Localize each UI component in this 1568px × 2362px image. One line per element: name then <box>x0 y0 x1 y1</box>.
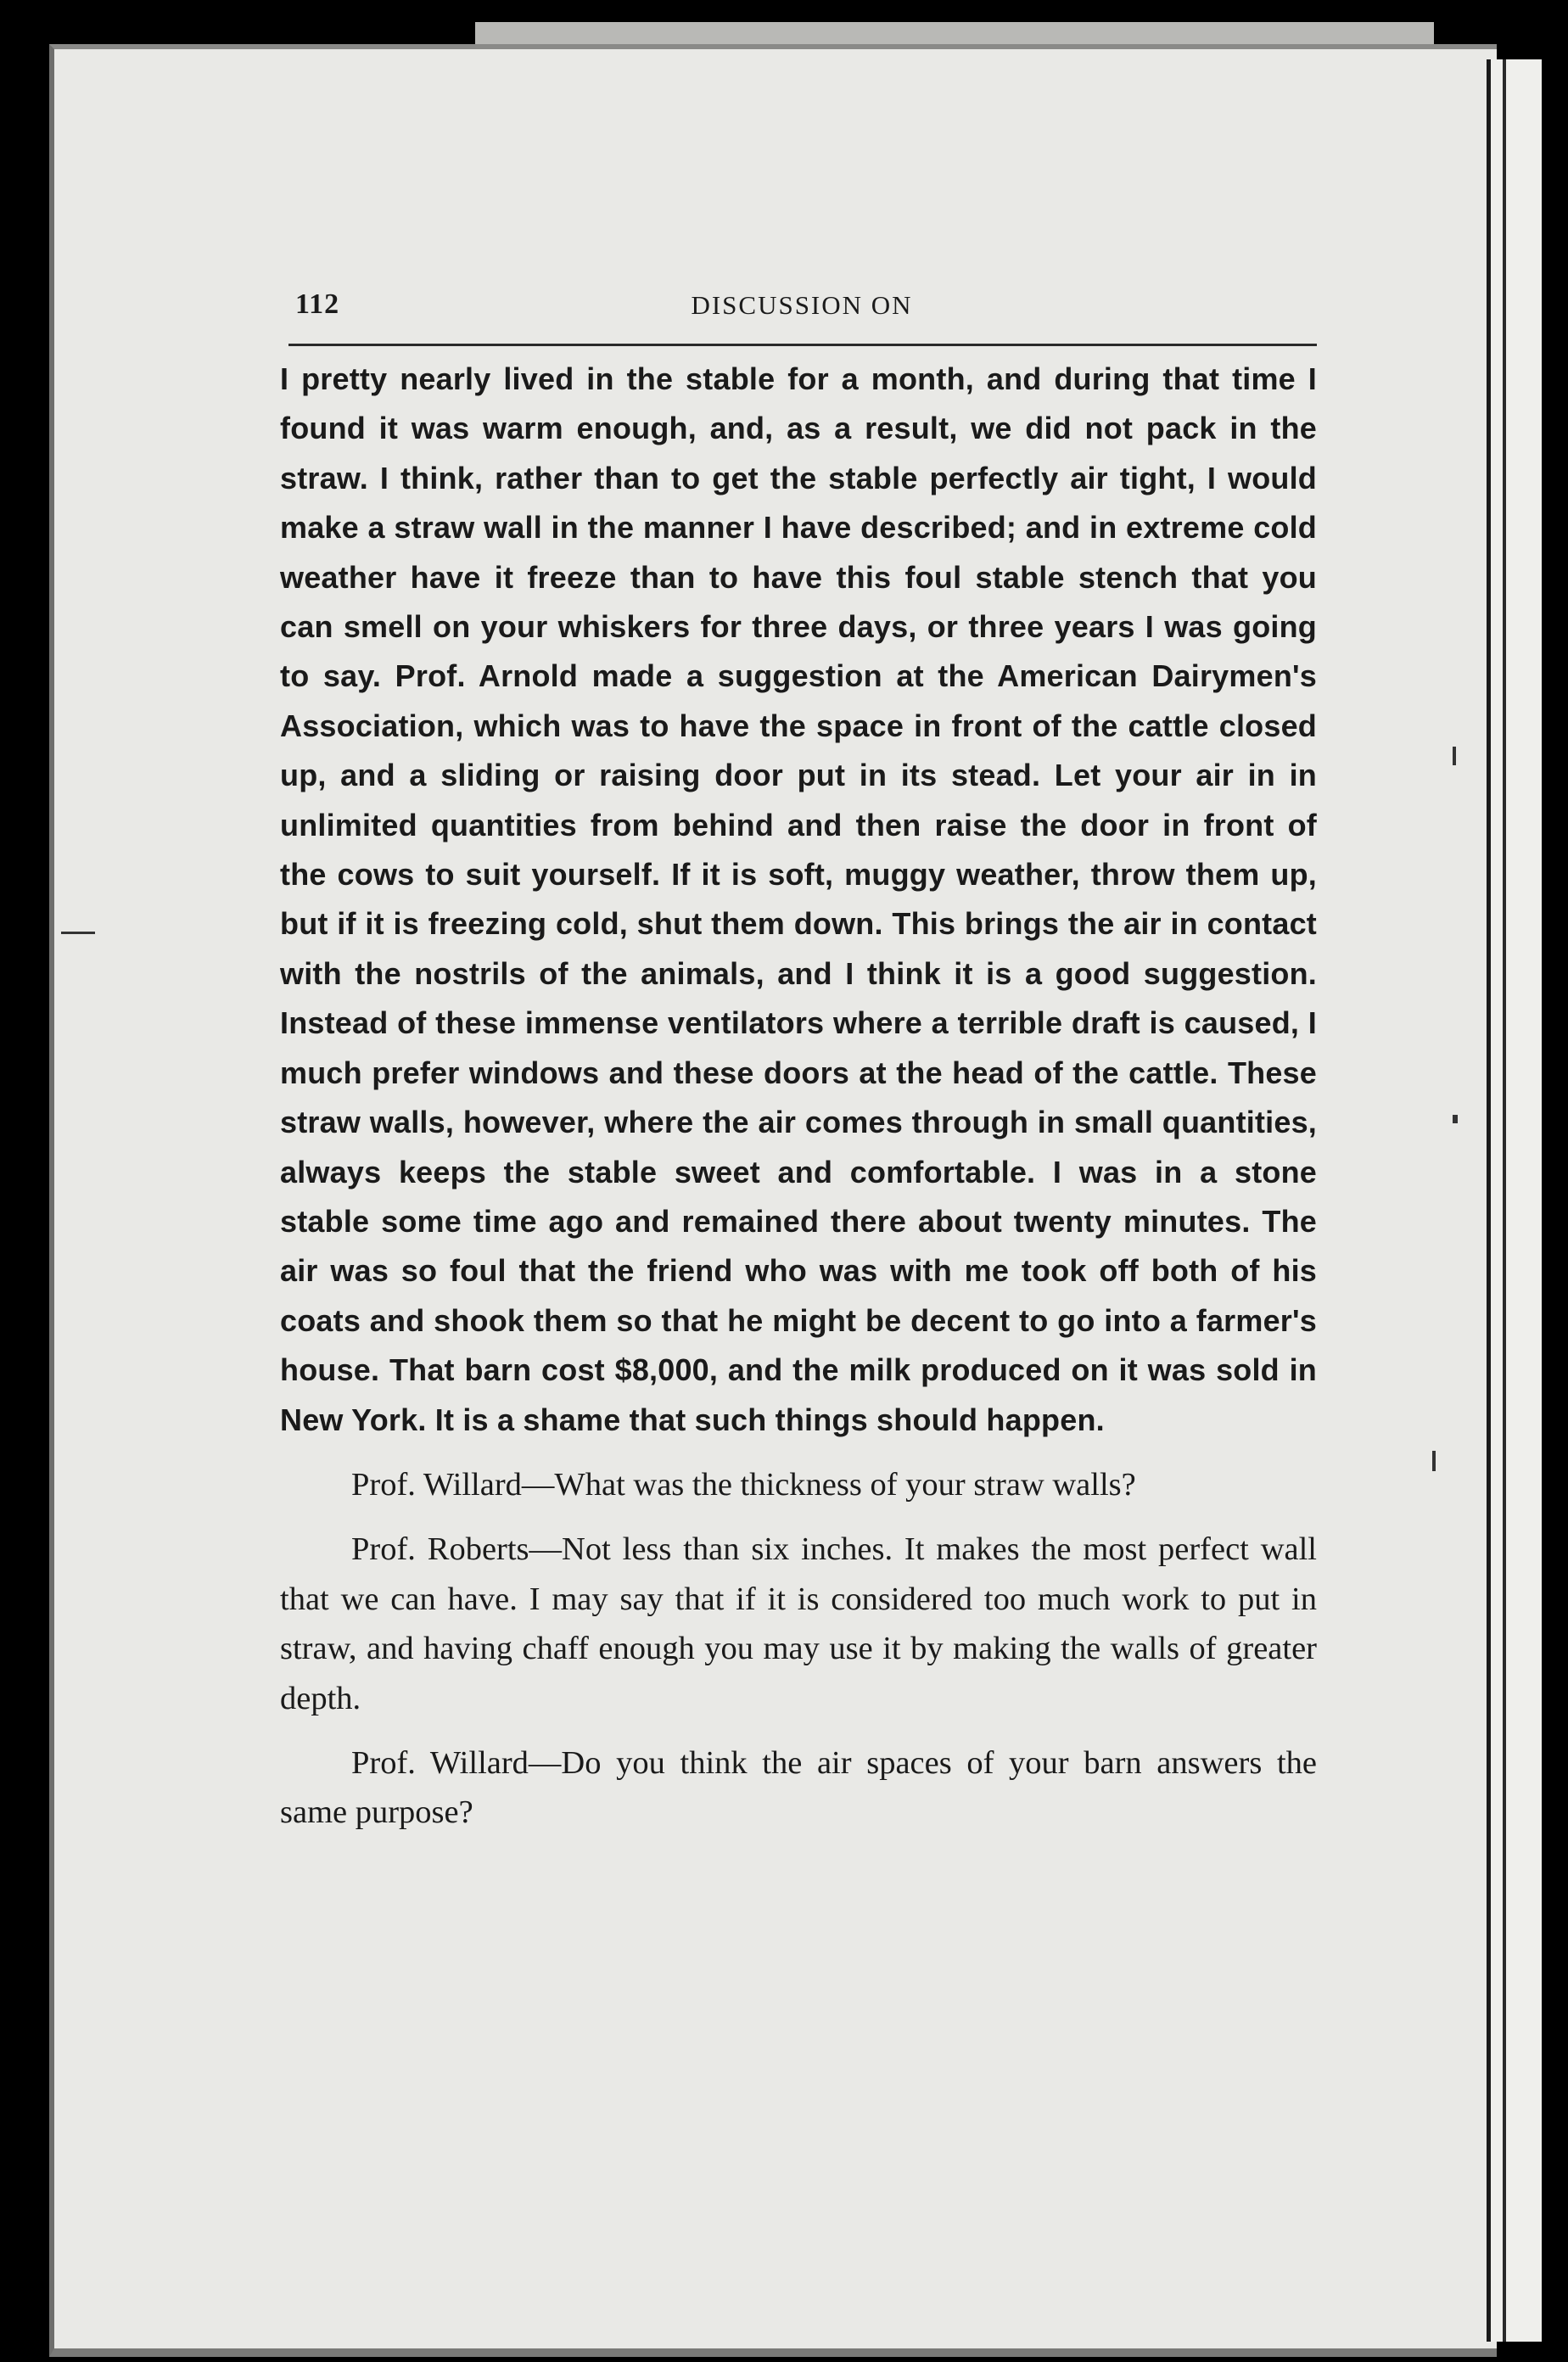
paragraph-2: Prof. Willard—What was the thickness of your straw walls? <box>351 1466 1136 1503</box>
page-body <box>280 355 1317 1838</box>
next-page-edge <box>1487 59 1542 2342</box>
margin-speck <box>1453 1115 1458 1123</box>
paragraph-4: Prof. Willard—Do you think the air spaces of your barn answers the same purpose? <box>280 1744 1317 1831</box>
margin-speck <box>1453 747 1456 765</box>
page-number: 112 <box>295 288 340 320</box>
page-header <box>288 288 1315 336</box>
page-top-edge <box>475 22 1434 47</box>
paragraph-1: I pretty nearly lived in the stable for a month, and during that time I found it was warm enough, and, as a result, we did not pack in the straw. I think, rather than to get the stable perfectly air tight, I would make a straw wall in the manner I have described; and in extreme cold weather have it freeze than to have this foul stable stench that you can smell on your whiskers for three days, or three years I was going to say. Prof. Arnold made a suggestion at the American Dairymen's Association, which was to have the space in front of the cattle closed up, and a sliding or raising door put in its stead. Let your air in in unlimited quantities from behind and then raise the door in front of the cows to suit yourself. If it is soft, muggy weather, throw them up, but if it is freezing cold, shut them down. This brings the air in contact with the nostrils of the animals, and I think it is a good suggestion. Instead of these immense ventilators where a terrible draft is caused, I much prefer windows and these doors at the head of the cattle. These straw walls, however, where the air comes through in small quantities, always keeps the stable sweet and comfortable. I was in a stone stable some time ago and remained there about twenty minutes. The air was so foul that the friend who was with me took off both of his coats and shook them so that he might be decent to go into a farmer's house. That barn cost $8,000, and the milk produced on it was sold in New York. It is a shame that such things should happen. <box>280 361 1317 1437</box>
running-head: DISCUSSION ON <box>691 290 913 320</box>
paragraph-3: Prof. Roberts—Not less than six inches. It makes the most perfect wall that we can have. I may say that if it is considered too much work to put in straw, and having chaff enough you may use it by making the walls of greater depth. <box>280 1531 1317 1716</box>
header-rule <box>288 344 1317 346</box>
margin-speck <box>1432 1451 1436 1471</box>
margin-speck <box>61 932 95 934</box>
page-fold-line <box>1503 59 1506 2342</box>
